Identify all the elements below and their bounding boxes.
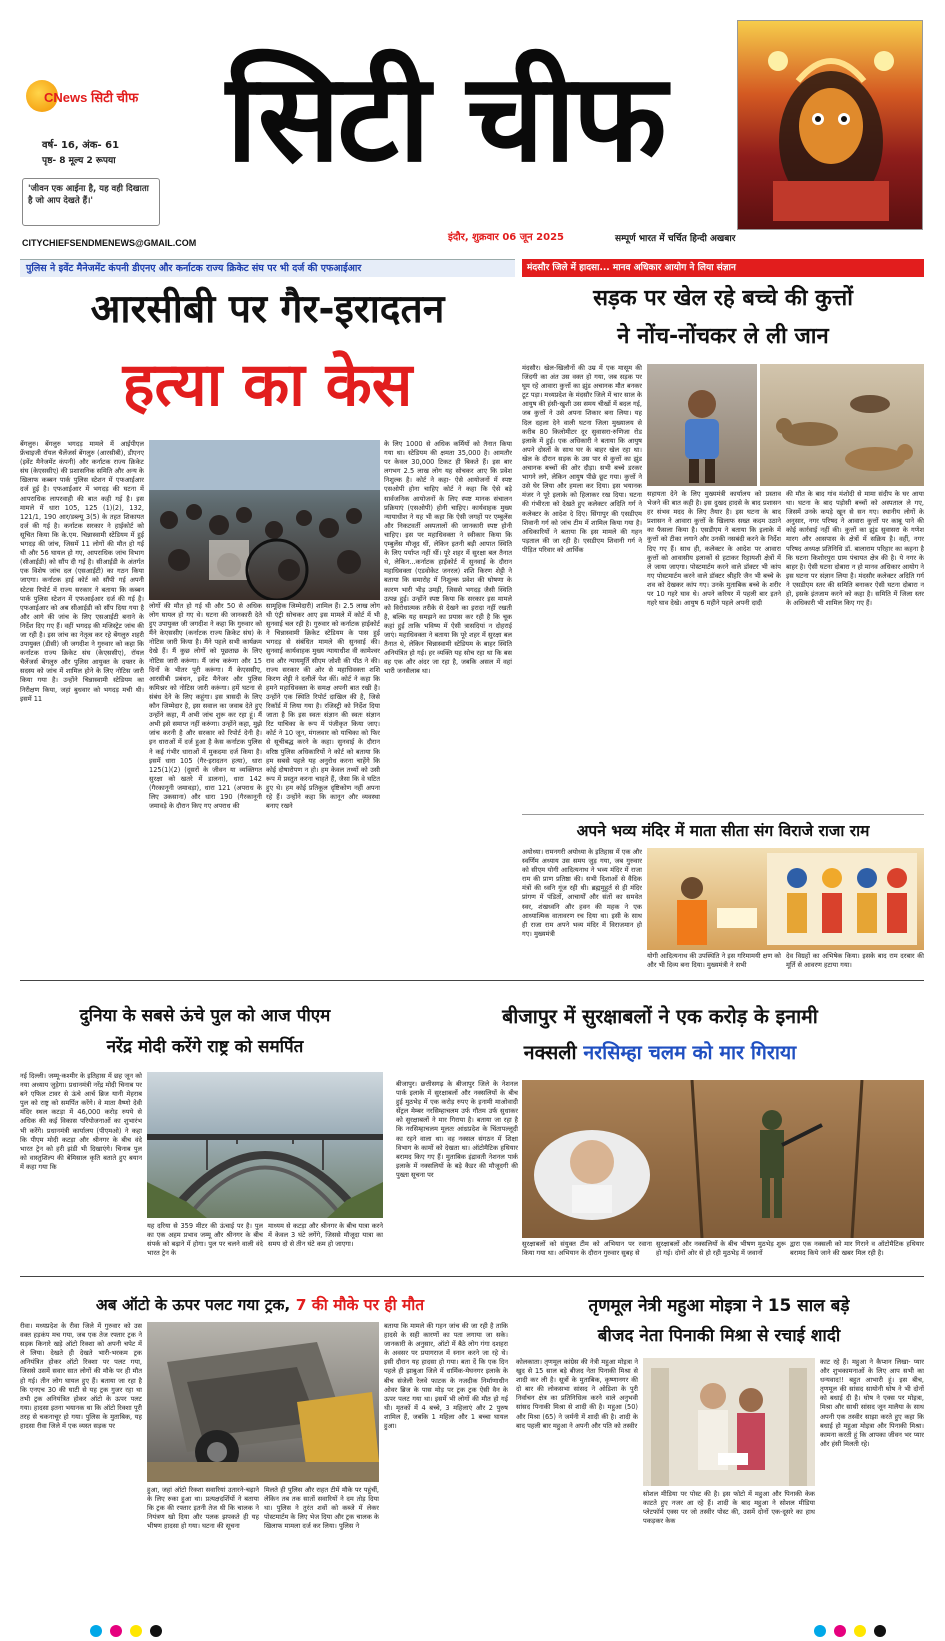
- crowd-scene: [149, 440, 380, 600]
- issue-line-1: वर्ष- 16, अंक- 61: [42, 140, 120, 151]
- small-logo-text: CNews सिटी चीफ: [44, 90, 139, 105]
- story5-headline-2: [396, 1040, 924, 1066]
- story2-headline-1: सड़क पर खेल रहे बच्चे की कुत्तों: [593, 286, 853, 311]
- story7-wedding-photo: [643, 1358, 815, 1486]
- dateline: इंदौर, शुक्रवार 06 जून 2025: [402, 228, 610, 247]
- story2-headline-2: ने नोंच-नोंचकर ले ली जान: [617, 324, 829, 349]
- story4-column-1: नई दिल्ली। जम्मू-कश्मीर के इतिहास में छह जून को नया अध्याय जुड़ेगा। प्रधानमंत्री नरेंद्र मोदी चिनाब पर बने एफिल टावर से ऊंचे आर्च ब्रिज यानी मेहराब पुल को राष्ट्र को समर्पित करेंगे। वे माता वैष्णो देवी मंदिर स्थल कटड़ा में 46,000 करोड़ रुपये से अधिक की कई विकास परियोजनाओं का शुभारंभ भी करेंगे। प्रधानमंत्री कार्यालय (पीएमओ) ने कहा कि पीएम मोदी कटड़ा और श्रीनगर के बीच वंदे भारत ट्रेन को हरी झंडी भी दिखाएंगे। चिनाब पुल को वास्तुशिल्प की बेमिसाल कृति बताते हुए बयान में कहा गया कि: [20, 1072, 142, 1171]
- story2-child-photo: [647, 364, 757, 486]
- dogs-figure: [760, 364, 924, 486]
- story5-headline-1: बीजापुर में सुरक्षाबलों ने एक करोड़ के इनामी: [502, 1005, 818, 1028]
- story2-column-3: की मौत के बाद गांव मंशोदी से मामा संदीप के घर आया था। घटना के बाद पड़ोसी बच्चों को अस्पताल ले गए, जिसमें उनके कपड़े खून से सन गए। स्थानीय लोगों के अनुसार, नगर परिषद ने आवारा कुत्तों पर काबू पाने की कोई कार्रवाई नहीं की। कुत्तों का झुंड सुवासरा के गणेश मारग और आसपास के क्षेत्रों में सक्रिय है। वहीं, नगर परिषद अध्यक्ष प्रतिनिधि डॉ. बालाराम परिहार का कहना है कि घटना किशोरपुरा ग्राम पंचायत क्षेत्र की है। ये नगर के बाहर है। ऐसी घटना दोबारा न हो मानव अधिकार आयोग ने इस घटना पर संज्ञान लिया है। मंदसौर कलेक्टर अदिति गर्ग ने एसडीएम स्तर की समिति बनाकर ऐसी घटना दोबारा न हो, इसके इंतजाम करने को कहा है। समिति में जिला स्तर के अधिकारी भी शामिल किए गए हैं।: [786, 490, 924, 608]
- story1-headline-1: आरसीबी पर गैर-इरादतन: [90, 287, 445, 332]
- email[interactable]: CITYCHIEFSENDMENEWS@GMAIL.COM: [22, 238, 197, 248]
- newspaper-title: सिटी चीफ: [226, 47, 664, 189]
- story2-column-1: मंदसौर। खेल-खिलौनों की उम्र में एक मासूम की जिंदगी का अंत उस वक्त हो गया, जब सड़क पर घूम रहे आवारा कुत्तों का झुंड अचानक मौत बनकर टूट पड़ा। मध्यप्रदेश के मंदसौर जिले में चार साल के आयुष की हंसी-खुशी उस समय चीखों में बदल गई, जब कुत्तों ने उसे अपना शिकार बना लिया। यह दिल दहला देने वाली घटना जिला मुख्यालय से करीब 80 किलोमीटर दूर सुवासरा-रुणिजा रोड इलाके में हुई। एक अधिकारी ने बताया कि आयुष अपने दोस्तों के साथ घर के बाहर खेल रहा था। खेल के दौरान सड़क के उस पार से कुत्तों का झुंड अचानक बच्चों की ओर दौड़ा। सभी बच्चे डरकर भागने लगे, लेकिन आयुष पीछे छूट गया। कुत्तों ने उसे घेर लिया और हमला कर दिया। इस भयानक मंजर ने पूरे इलाके को हिलाकर रख दिया। घटना की गंभीरता को देखते हुए कलेक्टर अदिति गर्ग ने कलेक्टर के आदेश दे दिए। सिंगापुर की एसडीएम शिवानी गर्ग को जांच टीम में शामिल किया गया है। अधिकारियों ने बताया कि इस मामले की गहन पड़ताल की जा रही है। एसडीएम शिवानी गर्ग ने पीड़ित परिवार को आर्थिक: [522, 364, 642, 554]
- section-divider-1: [20, 980, 924, 981]
- story6-column-2: हुआ, जहां ऑटो रिक्शा सवारियां उतारने-चढ़ाने के लिए रुका हुआ था। प्रत्यक्षदर्शियों ने बताया कि ट्रक की रफ्तार इतनी तेज थी कि चालक ने नियंत्रण खो दिया और पलक झपकते ही यह भीषण हादसा हो गया। घटना की सूचना: [147, 1486, 259, 1531]
- bridge-figure: [147, 1072, 383, 1218]
- story6-headline: [20, 1294, 500, 1316]
- story3-headline: अपने भव्य मंदिर में माता सीता संग विराजे राजा राम: [576, 822, 870, 840]
- story5-column-1: बीजापुर। छत्तीसगढ़ के बीजापुर जिले के नेशनल पार्क इलाके में सुरक्षाबलों और नक्सलियों के बीच हुई मुठभेड़ में एक करोड़ रुपए के इनामी माओवादी सेंट्रल मेम्बर नरसिम्हाचलम उर्फ गौतम उर्फ सुधाकर को सुरक्षाबलों ने मार गिराया है। बताया जा रहा है कि नरसिम्हाचलम मूलतः आंध्रप्रदेश के चिंतापल्लूदी का रहने वाला था। वह नक्सल संगठन में शिक्षा विभाग के कामों को देखता था। ऑटोमैटिक हथियार बरामद किए गए हैं। मुताबिक इंद्रावती नेशनल पार्क इलाके में नक्सलियों के बड़े कैडर की मौजूदगी की पुख्ता सूचना पर: [396, 1080, 518, 1179]
- story1-column-4: के लिए 1000 से अधिक कर्मियों को तैनात किया गया था। स्टेडियम की क्षमता 35,000 है। आमतौर पर केवल 30,000 टिकट ही बिकते हैं। इस बार लगभग 2.5 लाख लोग यह सोचकर आए कि प्रवेश निशुल्क है। कोर्ट ने कहा- ऐसे आयोजनों में स्पष्ट एसओपी होना चाहिए कोर्ट ने कहा कि ऐसे बड़े सार्वजनिक आयोजनों के लिए स्पष्ट मानक संचालन प्रक्रियाएं (एसओपी) होनी चाहिए। कार्यवाहक मुख्य न्यायाधीश ने यह भी कहा कि ऐसी जगहों पर एम्बुलेंस और निकटवर्ती अस्पतालों की जानकारी स्पष्ट होनी चाहिए। इस पर महाधिवक्ता ने स्वीकार किया कि एम्बुलेंस मौजूद थीं, लेकिन इतनी बड़ी आपात स्थिति के लिए पर्याप्त नहीं थीं। पूरे शहर में सुरक्षा बल तैनात थे, लेकिन...कर्नाटक हाईकोर्ट में सुनवाई के दौरान महाधिवक्ता (एडवोकेट जनरल) शशि किरण शेट्टी ने बताया कि समारोह में निशुल्क प्रवेश की घोषणा के कारण भारी भीड़ उमड़ी, जिससे भगदड़ जैसी स्थिति उत्पन्न हुई। उन्होंने स्पष्ट किया कि सरकार इस मामले को विरोधात्मक तरीके से देखने का इरादा नहीं रखती है, बल्कि यह समझने का प्रयास कर रही है कि चूक कहां हुई ताकि भविष्य में ऐसी त्रासदियां न दोहराई जाएं। महाधिवक्ता ने बताया कि पूरे शहर में सुरक्षा बल तैनात थे, लेकिन चिन्नास्वामी स्टेडियम के बाहर स्थिति अनियंत्रित हो गई। हर व्यक्ति यह सोच रहा था कि बस वह एक और अंदर जा रहा है, जबकि असल में वहां भारी जनसैलाब था।: [384, 440, 512, 676]
- story6-headline-red: 7 की मौके पर ही मौत: [295, 1296, 425, 1314]
- story3-column-3: देव विग्रहों का अभिषेक किया। इसके बाद राम दरबार की मूर्ति से आवरण हटाया गया।: [786, 952, 924, 970]
- story7-column-1: कोलकाता। तृणमूल कांग्रेस की नेत्री महुआ मोइत्रा ने खुद से 15 साल बड़े बीजद नेता पिनाकी मिश्रा से शादी कर ली है। सूत्रों के मुताबिक, कृष्णानगर की दो बार की लोकसभा सांसद ने ओडिशा के पुरी निर्वाचन क्षेत्र का प्रतिनिधित्व करने वाले अनुभवी सांसद पिनाकी मिश्रा से शादी की है। महुआ (50) और मिश्रा (65) ने जर्मनी में शादी की है। शादी के बाद पहली बार महुआ ने अपनी और पति को तस्वीर: [516, 1358, 638, 1430]
- story3-column-1: अयोध्या। रामनगरी अयोध्या के इतिहास में एक और स्वर्णिम अध्याय उस समय जुड़ गया, जब गुरुवार को सीएम योगी आदित्यनाथ ने भव्य मंदिर में राजा राम की प्राण प्रतिष्ठा की। सभी दिशाओं से वैदिक मंत्रों की ध्वनि गूंज रही थी। ब्रह्ममुहूर्त से ही मंदिर प्रांगण में पंडितों, आचार्यों और संतों का समवेत स्वर, शंखध्वनि और हवन की महक ने एक आध्यात्मिक वातावरण रच दिया था। इसी के साथ ही राजा राम अपने भव्य मंदिर में विराजमान हो गए। मुख्यमंत्री: [522, 848, 642, 938]
- story1-column-3: सामूहिक जिम्मेदारी) शामिल हैं। 2.5 लाख लोग थी एंट्री सोचकर आए इस मामले में कोर्ट में भी सुनवाई चल रही है। गुरुवार को कर्नाटक हाईकोर्ट ने चिन्नास्वामी क्रिकेट स्टेडियम के पास हुई भगदड़ से संबंधित मामले की सुनवाई की। सुनवाई कार्यवाहक मुख्य न्यायाधीश वी कामेश्वर राव और न्यायमूर्ति सीएम जोशी की पीठ ने की। राज्य सरकार की ओर से महाधिवक्ता शशि किरण शेट्टी ने दलीलें पेश कीं। कोर्ट ने कहा कि हमने महाधिवक्ता के समक्ष अपनी बात रखी है। उन्होंने एक स्थिति रिपोर्ट दाखिल की है, जिसे रिकॉर्ड में लिया गया है। रजिस्ट्री को निर्देश दिया जाता है कि इस स्वतः संज्ञान की स्वतः संज्ञान रिट याचिका के रूप में पंजीकृत किया जाए। कोर्ट ने 10 जून, मंगलवार को याचिका को फिर से सूचीबद्ध करने के कहा। सुनवाई के दौरान वरिष्ठ पुलिस अधिकारियों ने कोर्ट को बताया कि हम सबसे पहले यह अनुरोध करना चाहेंगे कि कोई दोषारोपण न हो। हम केवल तथ्यों को उसी रूप में प्रस्तुत करना चाहते हैं, जैसा कि वे घटित हुए थे। हम कोई प्रतिकूल दृष्टिकोण नहीं अपना रहे हैं। उन्होंने कहा कि कानून और व्यवस्था बनाए रखने: [266, 602, 380, 811]
- small-logo: [26, 80, 176, 112]
- story4-column-2: यह दरिया से 359 मीटर की ऊंचाई पर है। पुल का एक अहम प्रभाव जम्मू और श्रीनगर के बीच संपर्क को बढ़ाने में होगा। पुल पर चलने वाली वंदे भारत ट्रेन के: [147, 1222, 263, 1258]
- story6-headline-black: अब ऑटो के ऊपर पलट गया ट्रक,: [95, 1296, 291, 1314]
- story7-headline-1: तृणमूल नेत्री महुआ मोइत्रा ने 15 साल बड़े: [588, 1296, 850, 1316]
- registration-marks-left: [86, 1625, 196, 1637]
- story1-crowd-photo: [149, 440, 380, 600]
- story5-headline-2-blue: नरसिम्हा चलम को मार गिराया: [583, 1041, 797, 1064]
- deity-figure: [738, 21, 923, 230]
- temple-scene: [647, 848, 924, 950]
- story5-column-4: द्वारा एक नक्सली को मार गिराने व ऑटोमैटिक हथियार बरामद किये जाने की खबर मिल रही है।: [790, 1240, 924, 1258]
- masthead: [0, 0, 945, 262]
- story6-truck-photo: [147, 1322, 379, 1482]
- registration-dot-cyan-icon: [814, 1625, 826, 1637]
- story6-column-3: मिलते ही पुलिस और राहत टीमें मौके पर पहुंचीं, लेकिन तब तक सातों सवारियों ने दम तोड़ दिया था। पुलिस ने तुरंत शवों को कब्जे में लेकर पोस्टमार्टम के लिए भेज दिया और ट्रक चालक के खिलाफ मामला दर्ज कर लिया। पुलिस ने: [264, 1486, 379, 1531]
- registration-dot-magenta-icon: [834, 1625, 846, 1637]
- story4-column-3: माध्यम से कटड़ा और श्रीनगर के बीच यात्रा करने में केवल 3 घंटे लगेंगे, जिससे मौजूदा यात्रा का समय दो से तीन घंटे कम हो जाएगा।: [268, 1222, 383, 1249]
- story4-headline-1: दुनिया के सबसे ऊंचे पुल को आज पीएम: [79, 1006, 331, 1026]
- registration-dot-cyan-icon: [90, 1625, 102, 1637]
- deity-photo: [737, 20, 923, 230]
- registration-marks-right: [810, 1625, 920, 1637]
- story7-column-2: सोशल मीडिया पर पोस्ट की है। इस फोटो में महुआ और पिनाकी केक काटते हुए नजर आ रहे हैं। शादी के बाद महुआ ने सोशल मीडिया प्लेटफॉर्म एक्स पर जो तस्वीर पोस्ट की, उसमें दोनों एक-दूसरे का हाथ पकड़कर केक: [643, 1490, 815, 1526]
- section-divider-2: [20, 1276, 924, 1277]
- registration-dot-yellow-icon: [854, 1625, 866, 1637]
- story6-column-1: रीवा। मध्यप्रदेश के रीवा जिले में गुरुवार को उस वक्त हड़कंप मच गया, जब एक तेज रफ्तार ट्रक ने सड़क किनारे खड़े ऑटो रिक्शा को अपनी चपेट में ले लिया। देखते ही देखते भारी-भरकम ट्रक अनियंत्रित होकर ऑटो रिक्शा पर पलट गया, जिससे उसमें सवार सात लोगों की मौके पर ही मौत हो गई। तीन लोग घायल हुए हैं। बताया जा रहा है कि एनएच 30 की घाटी से यह ट्रक गुजर रहा था तभी ट्रक अनियंत्रित होकर ऑटो के ऊपर पलट गया। हादसा इतना भयानक था कि ऑटो रिक्शा पूरी तरह से चकनाचूर हो गया। पुलिस के मुताबिक, यह हादसा रीवा जिले में एक व्यस्त सड़क पर: [20, 1322, 142, 1431]
- story1-kicker: पुलिस ने इवेंट मैनेजमेंट कंपनी डीएनए और कर्नाटक राज्य क्रिकेट संघ पर भी दर्ज की एफआईआर: [20, 259, 515, 277]
- story4-bridge-photo: [147, 1072, 383, 1218]
- registration-dot-black-icon: [874, 1625, 886, 1637]
- story7-column-3: काट रहे हैं। महुआ ने कैप्शन लिखा- प्यार और शुभकामनाओं के लिए आप सभी का धन्यवाद!! बहुत आभारी हूं। इस बीच, तृणमूल की सांसद सायोनी घोष ने भी दोनों को बधाई दी है। घोष ने एक्स पर मोइत्रा, मिश्रा और साथी सांसद जून मालैया के साथ अपनी एक तस्वीर साझा करते हुए कहा कि बधाई हो महुआ मोइत्रा और पिनाकी मिश्रा। कामना करती हूं कि आपका जीवन भर प्यार और हंसी मिलती रहे।: [820, 1358, 924, 1448]
- tagline: सम्पूर्ण भारत में चर्चित हिन्दी अखबार: [615, 234, 736, 244]
- story5-column-2: सुरक्षाबलों को संयुक्त टीम को अभियान पर रवाना किया गया था। अभियान के दौरान गुरुवार सुबह से: [522, 1240, 652, 1258]
- story6-column-4: बताया कि मामले की गहन जांच की जा रही है ताकि हादसे के सही कारणों का पता लगाया जा सके। जानकारी के अनुसार, ऑटो में बैठे लोग गंगा दशहरा के अवसर पर प्रयागराज में स्नान करने जा रहे थे। इसी दौरान यह हादसा हो गया। बता दें कि एक दिन पहले ही झाबुआ जिले में धार्मिक-मेघनगर इलाके के बीच संजेली रेलवे फाटक के नजदीक निर्माणाधीन ओवर ब्रिज के पास मोड़ पर ट्रक ट्रक ऐसी वैन के ऊपर पलट गया था। इसमें भी लोगों की मौत हो गई थी। मृतकों में 4 बच्चे, 3 महिलाएं और 2 पुरुष शामिल हैं, जबकि 1 महिला और 1 बच्चा घायल हुआ।: [384, 1322, 508, 1431]
- registration-dot-black-icon: [150, 1625, 162, 1637]
- story3-temple-photo: [647, 848, 924, 950]
- story1-column-2: लोगों की मौत हो गई थी और 50 से अधिक लोग घायल हो गए थे। घटना की जानकारी देते हुए उपायुक्त जी जगदीश ने कहा कि गुरुवार को मैंने केएससीए (कर्नाटक राज्य क्रिकेट संघ) के नोटिस जारी किया है। मैंने पहले सभी कार्यक्रम देखे हैं। मैं कुछ लोगों को पूछताछ के लिए नोटिस जारी करूंगा। मैं जांच करूंगा और 15 दिनों के भीतर पूरी करूंगा। मैं केएससीए, आरसीबी प्रबंधन, इवेंट मैनेजर और पुलिस कमिश्नर को नोटिस जारी करूंगा। हमें घटना से संबंध देने के लिए कहूंगा। इस त्रासदी के लिए कौन जिम्मेदार है, इस सवाल का जवाब देते हुए उन्होंने कहा, मैं अभी जांच शुरू कर रहा हूं। मैं अभी इसे समाप्त नहीं करूंगा। उन्होंने कहा, मुझे जांच करनी है और सरकार को रिपोर्ट देनी है। इन धाराओं में दर्ज हुआ है केस कर्नाटक पुलिस ने कई गंभीर धाराओं में मुकदमा दर्ज किया है। इसमें धारा 105 (गैर-इरादतन हत्या), धारा 125(1)(2) (दूसरों के जीवन या व्यक्तिगत सुरक्षा को खतरे में डालना), धारा 142 (गैरकानूनी जमावड़ा), धारा 121 (अपराध के लिए उकसाना) और धारा 190 (गैरकानूनी जमावड़े के दौरान किए गए अपराध की: [149, 602, 262, 811]
- encounter-scene: [522, 1080, 924, 1238]
- story3-column-2: योगी आदित्यनाथ की उपस्थिति ने इस गरिमामयी क्षण को और भी दिव्य बना दिया। मुख्यमंत्री ने सभी: [647, 952, 781, 970]
- story5-column-3: सुरक्षाबलों और नक्सलियों के बीच भीषण मुठभेड़ शुरू हो गई। दोनों ओर से हो रही मुठभेड़ में जवानों: [656, 1240, 786, 1258]
- couple-figure: [643, 1358, 815, 1486]
- registration-dot-yellow-icon: [130, 1625, 142, 1637]
- child-figure: [647, 364, 757, 486]
- story1-column-1: बेंगलुरु। बेंगलुरु भगदड़ मामले में आईपीएल फ्रेंचाइजी रॉयल चैलेंजर्स बेंगलुरु (आरसीबी), डीएनए (इवेंट मैनेजमेंट कंपनी) और कर्नाटक राज्य क्रिकेट संघ (केएससीए) की प्रशासनिक समिति और अन्य के खिलाफ कब्बन पार्क पुलिस स्टेशन में एफआईआर दर्ज हुई है। एफआईआर में भगदड़ की घटना में आपराधिक लापरवाही की बात कही गई है। इस मामले में धारा 105, 125 (1)(2), 132, 121/1, 190 आर/डब्ल्यू 3(5) के तहत शिकायत दर्ज की गई है। कर्नाटक सरकार ने हाईकोर्ट को सूचित किया कि के.एम. चिन्नास्वामी स्टेडियम में हुई भगदड़ की जांच, जिसमें 11 लोगों की मौत हो गई थी और 56 घायल हो गए, आपराधिक जांच विभाग (सीआईडी) को सौंप दी गई है। सीआईडी के अंतर्गत एक विशेष जांच दल (एसआईटी) का गठन किया जाएगा। कर्नाटक हाई कोर्ट को सौंपी गई अपनी स्टेटस रिपोर्ट में राज्य सरकार ने बताया कि कब्बन पार्क पुलिस स्टेशन में एफआईआर दर्ज की गई है। एफआईआर को अब सीआईडी को सौंप दिया गया है और आगे की जांच के लिए एसआईटी बनाने के निर्देश दिए गए हैं। वहीं भगदड़ की मजिस्ट्रेट जांच की जा रही है। इस जांच का नेतृत्व कर रहे बेंगलुरु शहरी उपायुक्त (डीसी) जी जगदीश ने गुरुवार को कहा कि कर्नाटक राज्य क्रिकेट संघ (केएससीए), रॉयल चैलेंजर्स बेंगलुरु और पुलिस आयुक्त के दफ्तर के सदस्य को जांच में शामिल होने के लिए नोटिस जारी किया गया है। उन्होंने चिन्नास्वामी स्टेडियम का निरीक्षण किया, जहां बुधवार को भगदड़ मची थी। इसमें 11: [20, 440, 144, 703]
- story2-kicker: मंदसौर जिले में हादसा... मानव अधिकार आयोग ने लिया संज्ञान: [522, 259, 924, 277]
- story5-headline-2-black: नक्सली: [523, 1041, 577, 1064]
- issue-line-2: पृष्ठ- 8 मूल्य 2 रूपया: [42, 156, 116, 166]
- story2-dogs-photo: [760, 364, 924, 486]
- truck-wreck-scene: [147, 1322, 379, 1482]
- story5-encounter-photo: [522, 1080, 924, 1238]
- story4-headline-2: नरेंद्र मोदी करेंगे राष्ट्र को समर्पित: [106, 1037, 304, 1057]
- story3-divider: [522, 814, 924, 815]
- registration-dot-magenta-icon: [110, 1625, 122, 1637]
- story7-headline-2: बीजद नेता पिनाकी मिश्रा से रचाई शादी: [597, 1326, 841, 1346]
- quote-text: 'जीवन एक आईना है, यह वही दिखाता है जो आप देखते हैं।': [28, 184, 149, 206]
- quote-box: [22, 178, 160, 226]
- story2-column-2: सहायता देने के लिए मुख्यमंत्री कार्यालय को प्रस्ताव भेजने की बात कही है। इस दुखद हादसे के बाद प्रशासन हर संभव मदद के लिए तैयार है। इस घटना के बाद प्रशासन ने आवारा कुत्तों के खिलाफ सख्त कदम उठाने का फैसला किया है। एसडीएम ने बताया कि इलाके में कुत्तों को टीका लगाने और उनकी नसबंदी करने के निर्देश दिए गए हैं। साथ ही, कलेक्टर के आदेश पर आवारा कुत्तों को आवासीय इलाकों से हटाकर रिहायशी क्षेत्रों में ले जाया जाएगा। पोस्टमार्टम करने वाले डॉक्टर भी कांप गए पोस्टमार्टम करने वाले डॉक्टर श्रीहरि जैन भी बच्चे के शव को देखकर कांप गए। उनके मुताबिक बच्चे के शरीर पर 10 गहरे घाव थे। अपने करियर में पहली बार इतने गहरे घाव देखे। आयुष 6 महीने पहले अपनी दादी: [647, 490, 781, 608]
- story1-headline-2: हत्या का केस: [122, 350, 413, 420]
